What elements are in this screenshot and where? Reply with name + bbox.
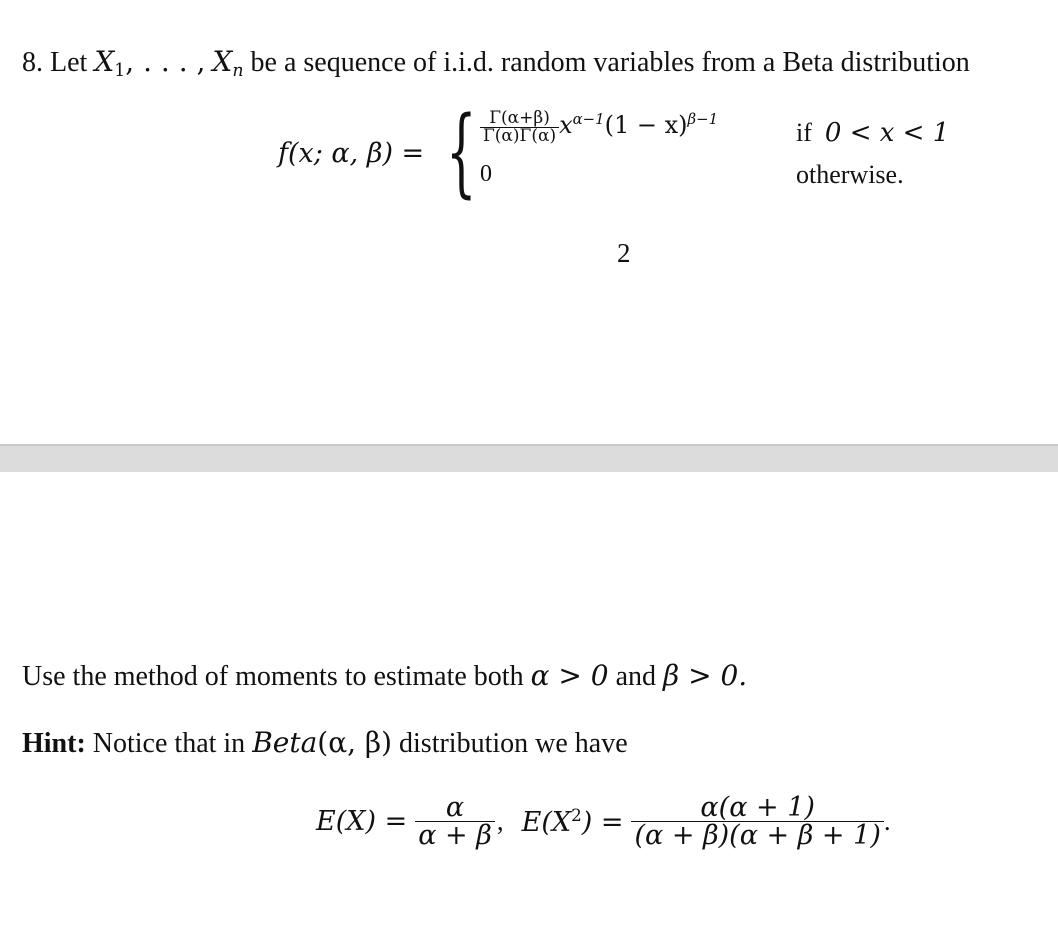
ex2-lhs: $E(X^2)$ = [521,804,624,839]
var-x1: $X_1$ [94,45,126,82]
hint-line [22,726,628,759]
moments-comma: , [496,806,504,836]
beta-dist-notation: Beta(α, β) [252,726,393,759]
ex2-fraction [631,794,883,849]
task-statement [22,659,748,692]
gamma-numerator: Γ(α+β) [489,108,550,128]
moments-formula [316,794,891,849]
pdf-lhs: f(x; α, β) = [278,138,425,169]
ex2-numerator: α(α + 1) [700,792,815,823]
if-word: if [796,118,812,147]
var-xn: $X_n$ [212,45,244,82]
moments-period: . [883,806,891,836]
page-break-divider [0,444,1058,472]
ex2-denominator: (α + β)(α + β + 1) [634,820,881,851]
pdf-case-2-condition: otherwise. [796,160,904,189]
problem-statement [22,45,970,82]
beta-condition: β > 0. [663,659,748,692]
pdf-case-1 [480,110,718,145]
pdf-x-term: $x^{\alpha-1}$ [559,110,605,140]
ex-fraction [415,794,495,849]
pdf-one-minus-x-term: $(1 - x)^{\beta-1}$ [604,110,719,140]
hint-label: Hint: [22,728,86,759]
and-word: and [615,661,657,692]
page-number: 2 [617,238,631,268]
ex-numerator: α [445,792,465,823]
problem-intro-suffix: be a sequence of i.i.d. random variables from a Beta distribution [250,47,970,78]
pdf-case-2-value: 0 [480,161,492,187]
task-text: Use the method of moments to estimate both [22,661,524,692]
alpha-condition: α > 0 [530,659,609,692]
problem-intro-prefix: Let [50,47,88,78]
problem-number: 8. [22,47,43,78]
sequence-separator: , . . . , [125,45,206,78]
pdf-gamma-fraction [480,110,559,145]
case-1-inequality: 0 < x < 1 [824,118,950,148]
pdf-case-1-condition [796,120,949,146]
ex-denominator: α + β [418,820,492,851]
hint-text-b: distribution we have [399,728,628,759]
pdf-left-brace: { [446,96,477,208]
ex-lhs: E(X) = [316,806,408,837]
hint-text-a: Notice that in [92,728,246,759]
gamma-denominator: Γ(α)Γ(α) [483,126,557,146]
